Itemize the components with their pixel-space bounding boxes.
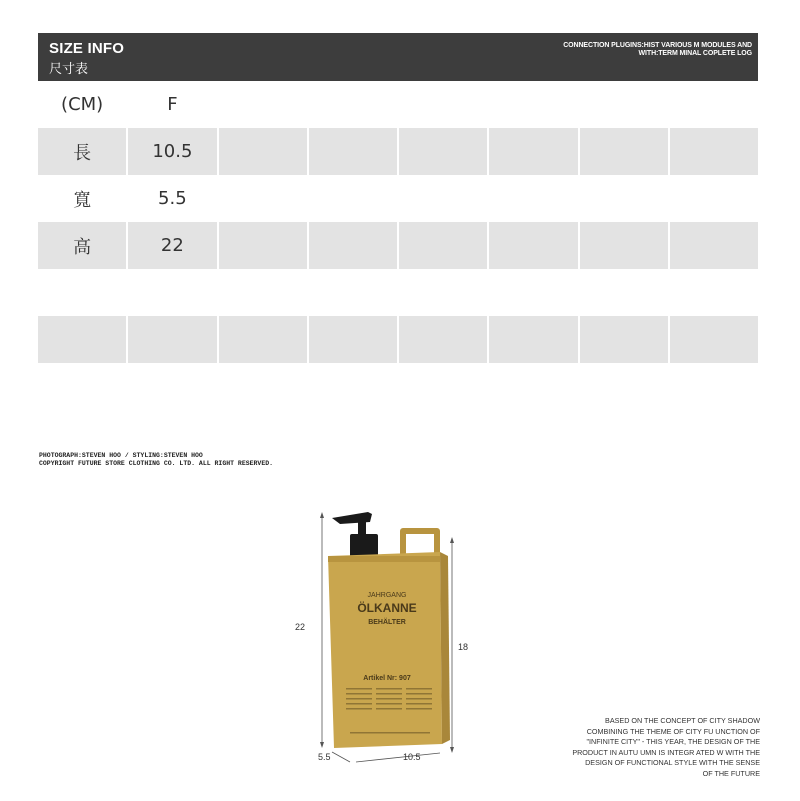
product-label-top: JAHRGANG	[367, 592, 407, 599]
table-cell	[219, 363, 307, 410]
product-label-article: Artikel Nr: 907	[363, 675, 411, 682]
table-cell	[580, 363, 668, 410]
credits-photograph: PHOTOGRAPH:STEVEN HOO / STYLING:STEVEN HOO	[39, 452, 203, 459]
table-cell: F	[128, 81, 216, 128]
table-cell	[670, 222, 758, 269]
table-cell	[219, 222, 307, 269]
table-cell	[580, 81, 668, 128]
table-cell	[399, 316, 487, 363]
table-cell	[670, 316, 758, 363]
table-cell	[399, 222, 487, 269]
table-cell	[219, 175, 307, 222]
table-cell	[219, 81, 307, 128]
table-cell	[399, 175, 487, 222]
table-cell	[670, 175, 758, 222]
table-row-header-cell	[38, 269, 126, 316]
table-cell	[670, 269, 758, 316]
dimension-width-label: 10.5	[403, 752, 421, 762]
table-cell	[489, 81, 577, 128]
table-cell	[128, 316, 216, 363]
header-subtitle: 尺寸表	[49, 62, 89, 77]
header-note-line: WITH:TERM MINAL COPLETE LOG	[638, 50, 752, 57]
size-table	[38, 81, 758, 410]
oil-can-bottle-image	[290, 500, 490, 780]
table-cell	[399, 269, 487, 316]
table-cell: 22	[128, 222, 216, 269]
table-cell	[309, 81, 397, 128]
photo-credits	[39, 452, 273, 468]
table-cell	[309, 222, 397, 269]
table-cell	[399, 128, 487, 175]
table-cell	[489, 222, 577, 269]
table-cell	[219, 316, 307, 363]
header-title: SIZE INFO	[49, 40, 125, 57]
size-info-header	[38, 33, 758, 81]
table-cell	[219, 269, 307, 316]
table-cell: 5.5	[128, 175, 216, 222]
table-cell	[580, 128, 668, 175]
table-cell	[309, 128, 397, 175]
concept-line: COMBINING THE THEME OF CITY FU UNCTION OF	[586, 726, 760, 736]
dimension-body-height-label: 18	[458, 642, 469, 652]
table-cell	[309, 363, 397, 410]
table-cell	[399, 81, 487, 128]
table-cell	[128, 363, 216, 410]
table-cell	[580, 316, 668, 363]
table-cell	[309, 316, 397, 363]
table-cell	[489, 175, 577, 222]
table-cell	[128, 269, 216, 316]
table-row-header-cell: 高	[38, 222, 126, 269]
table-cell	[309, 175, 397, 222]
header-note	[522, 42, 752, 58]
table-cell	[489, 363, 577, 410]
table-cell	[670, 363, 758, 410]
concept-line: "INFINITE CITY" - THIS YEAR, THE DESIGN OF THE	[586, 737, 760, 746]
table-cell	[580, 269, 668, 316]
table-cell	[489, 128, 577, 175]
dimension-height-label: 22	[295, 622, 306, 632]
concept-line: BASED ON THE CONCEPT OF CITY SHADOW	[605, 716, 760, 725]
table-row-header-cell	[38, 316, 126, 363]
table-cell	[489, 316, 577, 363]
table-cell: 10.5	[128, 128, 216, 175]
table-cell	[219, 128, 307, 175]
header-note-line: CONNECTION PLUGINS:HIST VARIOUS M MODULES AND	[563, 42, 752, 49]
table-cell	[580, 175, 668, 222]
table-cell	[580, 222, 668, 269]
table-row-header-cell: 長	[38, 128, 126, 175]
product-label-brand: ÖLKANNE	[357, 601, 417, 615]
table-row-header-cell: (CM)	[38, 81, 126, 128]
table-cell	[670, 81, 758, 128]
product-illustration	[290, 500, 490, 780]
table-row-header-cell	[38, 363, 126, 410]
table-cell	[399, 363, 487, 410]
table-cell	[489, 269, 577, 316]
table-cell	[670, 128, 758, 175]
concept-line: PRODUCT IN AUTU UMN IS INTEGR ATED W WITH THE	[572, 747, 760, 757]
table-cell	[309, 269, 397, 316]
concept-line: OF THE FUTURE	[702, 768, 760, 778]
product-label-sub: BEHÄLTER	[368, 619, 406, 626]
concept-description	[550, 716, 760, 779]
dimension-depth-label: 5.5	[318, 752, 331, 762]
credits-copyright: COPYRIGHT FUTURE STORE CLOTHING CO. LTD. ALL RIGHT RESERVED.	[39, 460, 274, 467]
table-row-header-cell: 寬	[38, 175, 126, 222]
concept-line: DESIGN OF FUNCTIONAL STYLE WITH THE SENSE	[585, 758, 760, 767]
